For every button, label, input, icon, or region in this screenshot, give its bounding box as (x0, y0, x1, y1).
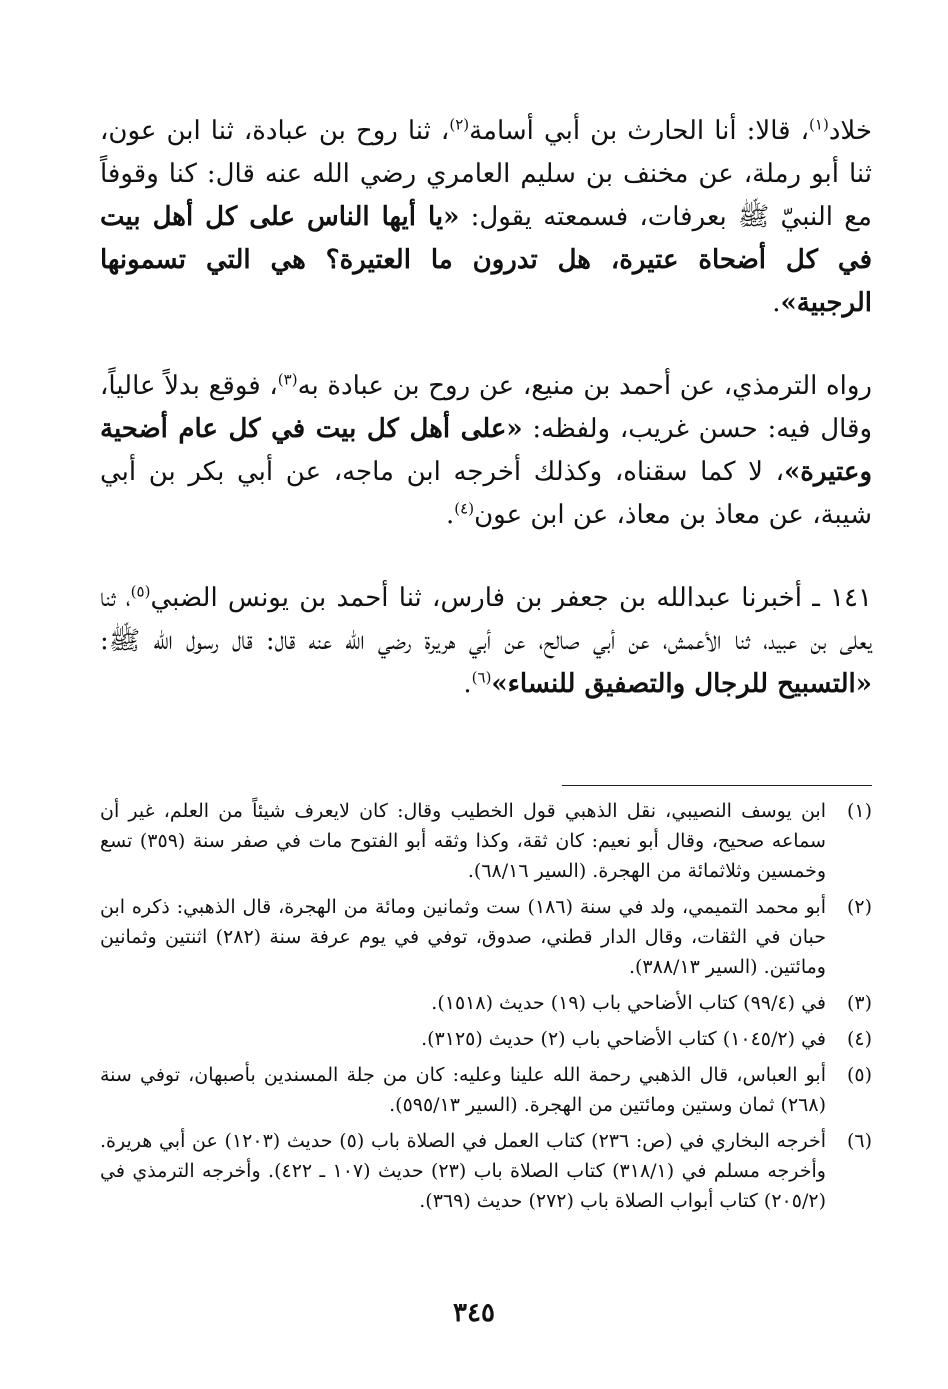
hadith-quote: «يا أيها الناس على كل أهل بيت في كل أضحاة عتيرة، هل تدرون ما العتيرة؟ هي التي تسمونها الرجبية» (100, 202, 872, 318)
footnote-number: (٥) (846, 1064, 872, 1086)
footnote-ref-6[interactable]: (٦) (471, 668, 492, 687)
text-span: ، لا كما سقناه، وكذلك أخرجه ابن ماجه، عن أبي بكر بن أبي شيبة، عن معاذ بن معاذ، عن ابن عون (100, 457, 872, 530)
footnote-text: أبو محمد التميمي، ولد في سنة (١٨٦) ست وثمانين ومائة من الهجرة، قال الذهبي: ذكره ابن حبان في الثقات، وقال الدار قطني، صدوق، توفي في يوم عرفة سنة (٢٨٢) اثنتين وثمانين ومائتين. (السير ٣٨٨/١٣). (100, 896, 827, 978)
footnote-separator (562, 785, 872, 786)
text-span: . (446, 500, 455, 530)
hadith-quote: «التسبيح للرجال والتصفيق للنساء» (491, 669, 872, 699)
footnote-item (100, 796, 872, 886)
footnote-ref-2[interactable]: (٢) (449, 115, 470, 134)
footnote-text: في (١٠٤٥/٢) كتاب الأضاحي باب (٢) حديث (٣١٢٥). (421, 1028, 826, 1050)
footnote-number: (٤) (846, 1028, 872, 1050)
hadith-quote: «على أهل كل بيت في كل عام أضحية وعتيرة» (100, 414, 872, 487)
footnote-ref-4[interactable]: (٤) (454, 499, 475, 518)
footnote-text: أبو العباس، قال الذهبي رحمة الله علينا وعليه: كان من جلة المسندين بأصبهان، توفي سنة (٢٦٨) ثمان وستين ومائتين من الهجرة. (السير ٥٩٥/١٣). (100, 1064, 826, 1116)
text-span: . (772, 288, 781, 318)
footnote-number: (١) (846, 800, 872, 822)
paragraph-commentary (100, 365, 872, 537)
text-span: ، فوقع بدلاً عالياً، وقال فيه: حسن غريب، ولفظه: (100, 371, 872, 444)
footnote-item (100, 988, 872, 1018)
footnote-number: (٣) (846, 992, 872, 1014)
footnote-number: (٦) (846, 1130, 872, 1152)
text-span: خلاد (828, 116, 872, 146)
text-span: . (463, 669, 472, 699)
main-text (100, 110, 872, 706)
footnote-text: في (٩٩/٤) كتاب الأضاحي باب (١٩) حديث (١٥١٨). (431, 992, 826, 1014)
text-span: ، ثنا يعلى بن عبيد، ثنا الأعمش، عن أبي صالح، عن أبي هريرة رضي الله عنه قال: قال رسول الله ﷺ: (100, 583, 872, 656)
footnote-ref-1[interactable]: (١) (809, 115, 829, 134)
footnote-text: ابن يوسف النصيبي، نقل الذهبي قول الخطيب وقال: كان لايعرف شيئاً من العلم، غير أن سماعه صحيح، وقال أبو نعيم: كان ثقة، وكذا وثقه أبو الفتوح مات في صفر سنة (٣٥٩) تسع وخمسين وثلاثمائة من الهجرة. (السير ٦٨/١٦). (100, 800, 826, 882)
footnote-ref-5[interactable]: (٥) (130, 582, 151, 601)
paragraph-hadith-140 (100, 110, 872, 325)
text-span: رواه الترمذي، عن أحمد بن منيع، عن روح بن عبادة به (297, 371, 872, 401)
text-span: ، ثنا روح بن عبادة، ثنا ابن عون، ثنا أبو رملة، عن مخنف بن سليم العامري رضي الله عنه قال: كنا وقوفاً مع النبيّ ﷺ بعرفات، فسمعته يقول: (100, 116, 872, 232)
footnotes-section (100, 796, 872, 1222)
footnote-text: أخرجه البخاري في (ص: ٢٣٦) كتاب العمل في الصلاة باب (٥) حديث (١٢٠٣) عن أبي هريرة. وأخرجه مسلم في (٣١٨/١) كتاب الصلاة باب (٢٣) حديث (١٠٧ ـ ٤٢٢). وأخرجه الترمذي في (٢٠٥/٢) كتاب أبواب الصلاة باب (٢٧٢) حديث (٣٦٩). (100, 1130, 826, 1212)
paragraph-hadith-141 (100, 577, 872, 706)
text-span: ١٤١ ـ أخبرنا عبدالله بن جعفر بن فارس، ثنا أحمد بن يونس الضبي (150, 583, 872, 613)
footnote-number: (٢) (846, 896, 872, 918)
text-span: ، قالا: أنا الحارث بن أبي أسامة (469, 116, 810, 146)
footnote-item (100, 892, 872, 982)
page-number: ٣٤٥ (453, 1298, 495, 1328)
footnote-item (100, 1126, 872, 1216)
footnote-ref-3[interactable]: (٣) (277, 370, 298, 389)
footnote-item (100, 1060, 872, 1120)
footnote-item (100, 1024, 872, 1054)
